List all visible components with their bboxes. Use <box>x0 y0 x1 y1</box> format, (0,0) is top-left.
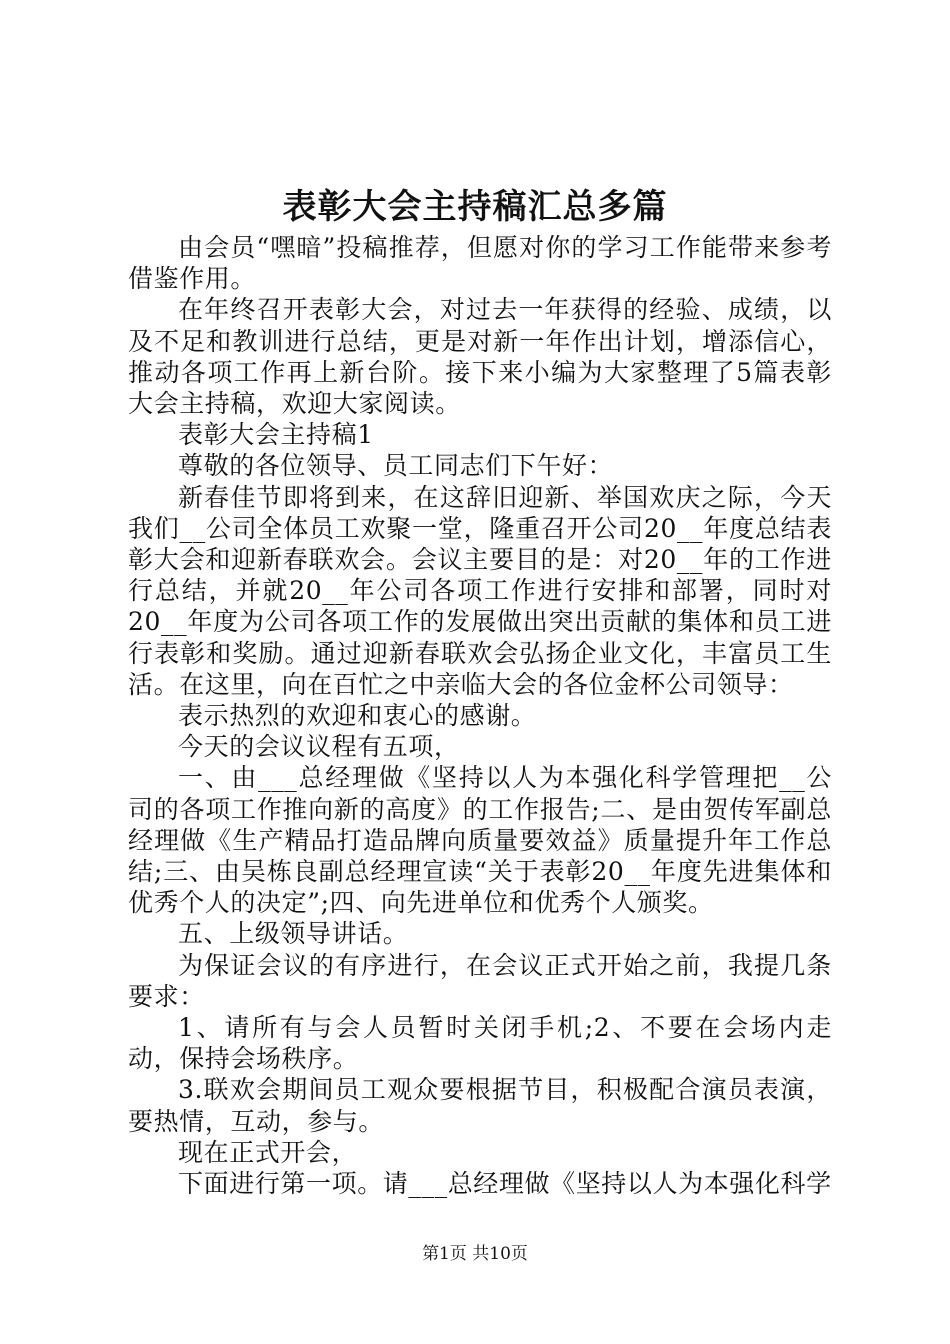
paragraph-opening: 新春佳节即将到来，在这辞旧迎新、举国欢庆之际，今天我们__公司全体员工欢聚一堂，隆重召开公司20__年度总结表彰大会和迎新春联欢会。会议主要目的是：对20__年的工作进行总结，并就20__年公司各项工作进行安排和部署，同时对20__年度为公司各项工作的发展做出突出贡献的集体和员工进行表彰和奖励。通过迎新春联欢会弘扬企业文化，丰富员工生活。在这里，向在百忙之中亲临大会的各位金杯公司领导： <box>128 482 832 699</box>
paragraph-agenda-items: 一、由___总经理做《坚持以人为本强化科学管理把__公司的各项工作推向新的高度》的工作报告;二、是由贺传军副总经理做《生产精品打造品牌向质量要效益》质量提升年工作总结;三、由吴栋良副总经理宣读“关于表彰20__年度先进集体和优秀个人的决定”;四、向先进单位和优秀个人颁奖。 <box>128 763 832 918</box>
paragraph-requirement-3: 3.联欢会期间员工观众要根据节目，积极配合演员表演，要热情，互动，参与。 <box>128 1075 832 1136</box>
paragraph-start: 现在正式开会， <box>178 1137 358 1167</box>
page-number: 第1页 共10页 <box>422 1244 528 1264</box>
paragraph-requirements-intro: 为保证会议的有序进行，在会议正式开始之前，我提几条要求： <box>128 950 832 1011</box>
paragraph-agenda-five: 五、上级领导讲话。 <box>178 919 409 949</box>
section-heading: 表彰大会主持稿1 <box>178 420 374 450</box>
paragraph-greeting: 尊敬的各位领导、员工同志们下午好： <box>178 451 614 481</box>
document-body <box>128 232 832 1199</box>
paragraph-summary: 在年终召开表彰大会，对过去一年获得的经验、成绩，以及不足和教训进行总结，更是对新一年作出计划，增添信心，推动各项工作再上新台阶。接下来小编为大家整理了5篇表彰大会主持稿，欢迎大家阅读。 <box>128 295 832 419</box>
paragraph-first-item: 下面进行第一项。请___总经理做《坚持以人为本强化科学 <box>178 1169 832 1199</box>
paragraph-intro: 由会员“嘿暗”投稿推荐，但愿对你的学习工作能带来参考借鉴作用。 <box>128 233 832 294</box>
document-title: 表彰大会主持稿汇总多篇 <box>282 187 668 227</box>
paragraph-agenda-intro: 今天的会议议程有五项， <box>178 732 460 762</box>
paragraph-requirement-1-2: 1、请所有与会人员暂时关闭手机;2、不要在会场内走动，保持会场秩序。 <box>128 1013 832 1074</box>
paragraph-thanks: 表示热烈的欢迎和衷心的感谢。 <box>178 701 537 731</box>
